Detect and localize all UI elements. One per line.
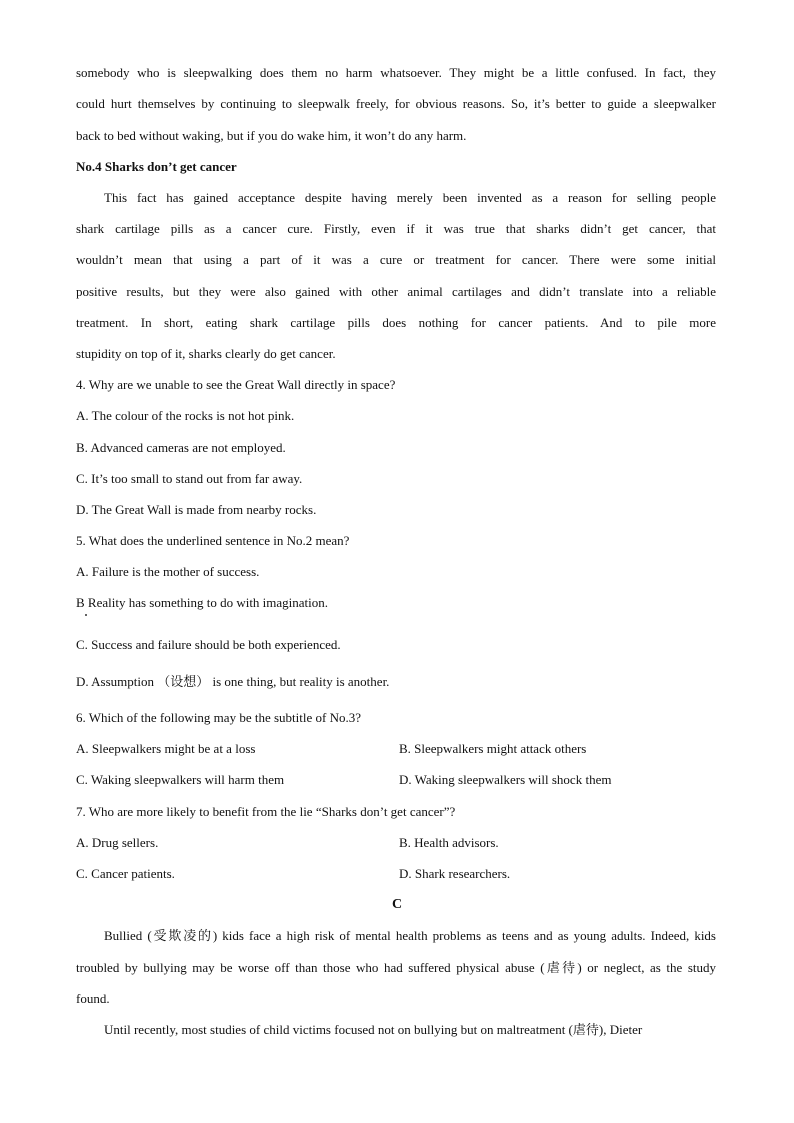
- paragraph-line: treatment. In short, eating shark cartilage pills does nothing for cancer patients. And to pile more: [76, 315, 716, 330]
- paragraph-line: positive results, but they were also gained with other animal cartilages and didn’t translate into a reliable: [76, 284, 716, 299]
- question-option: A. The colour of the rocks is not hot pink.: [76, 408, 295, 423]
- stray-dot-mark: [85, 614, 87, 616]
- paragraph-line: could hurt themselves by continuing to sleepwalk freely, for obvious reasons. So, it’s better to guide a sleepwalker: [76, 96, 716, 111]
- question-stem: 4. Why are we unable to see the Great Wall directly in space?: [76, 377, 396, 392]
- question-option: A. Drug sellers.: [76, 835, 159, 850]
- paragraph-line: This fact has gained acceptance despite having merely been invented as a reason for selling people: [104, 190, 716, 205]
- question-option: C. Cancer patients.: [76, 866, 175, 881]
- question-option: A. Failure is the mother of success.: [76, 564, 260, 579]
- question-option: D. Waking sleepwalkers will shock them: [399, 772, 612, 787]
- paragraph-line: stupidity on top of it, sharks clearly do get cancer.: [76, 346, 336, 361]
- paragraph-line: wouldn’t mean that using a part of it was a cure or treatment for cancer. There were some initial: [76, 252, 716, 267]
- paragraph-line: Bullied (受欺凌的) kids face a high risk of mental health problems as teens and as young adults. Indeed, kids: [104, 928, 716, 943]
- question-option: D. Assumption （设想） is one thing, but reality is another.: [76, 674, 390, 689]
- question-option: A. Sleepwalkers might be at a loss: [76, 741, 256, 756]
- question-stem: 7. Who are more likely to benefit from the lie “Sharks don’t get cancer”?: [76, 804, 456, 819]
- paragraph-line: back to bed without waking, but if you do wake him, it won’t do any harm.: [76, 128, 467, 143]
- question-stem: 5. What does the underlined sentence in No.2 mean?: [76, 533, 350, 548]
- question-option: C. Success and failure should be both experienced.: [76, 637, 341, 652]
- paragraph-line: shark cartilage pills as a cancer cure. Firstly, even if it was true that sharks didn’t get cancer, that: [76, 221, 716, 236]
- question-option: C. It’s too small to stand out from far away.: [76, 471, 303, 486]
- question-option: B. Health advisors.: [399, 835, 499, 850]
- section-heading-no4: No.4 Sharks don’t get cancer: [76, 159, 237, 174]
- question-option: C. Waking sleepwalkers will harm them: [76, 772, 285, 787]
- question-option: B Reality has something to do with imagination.: [76, 595, 329, 610]
- paragraph-line: Until recently, most studies of child victims focused not on bullying but on maltreatment (虐待), Dieter: [104, 1022, 643, 1037]
- question-option: B. Advanced cameras are not employed.: [76, 440, 286, 455]
- question-option: B. Sleepwalkers might attack others: [399, 741, 587, 756]
- paragraph-line: found.: [76, 991, 110, 1006]
- paragraph-line: somebody who is sleepwalking does them no harm whatsoever. They might be a little confused. In fact, they: [76, 65, 716, 80]
- question-stem: 6. Which of the following may be the subtitle of No.3?: [76, 710, 361, 725]
- section-heading-c: C: [391, 897, 403, 912]
- question-option: D. The Great Wall is made from nearby rocks.: [76, 502, 317, 517]
- paragraph-line: troubled by bullying may be worse off than those who had suffered physical abuse (虐待) or neglect, as the study: [76, 960, 716, 975]
- question-option: D. Shark researchers.: [399, 866, 511, 881]
